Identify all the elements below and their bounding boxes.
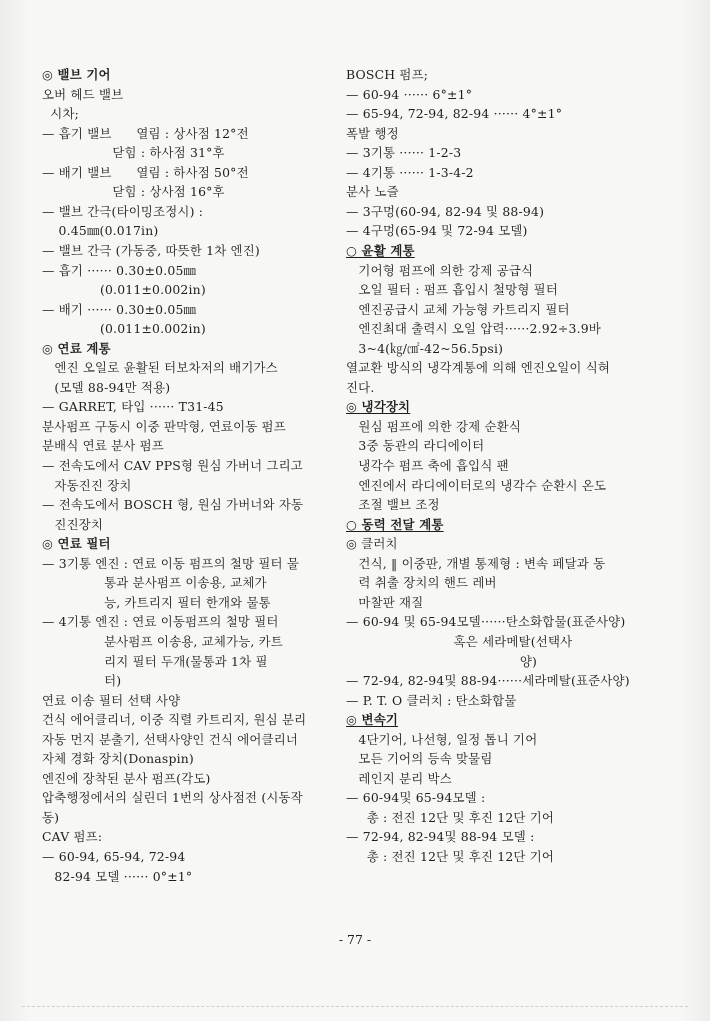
text-line: (모델 88-94만 적용) [42, 379, 171, 395]
text-line: 혹은 세라메탈(선택사 [346, 633, 573, 649]
text-line: 엔진최대 출력시 오일 압력······2.92÷3.9바 [346, 321, 601, 337]
text-line: 오일 필터 : 펌프 흡입시 철망형 필터 [346, 282, 558, 298]
text-line: (0.011±0.002in) [42, 321, 206, 337]
text-line: 3중 동관의 라디에이터 [346, 438, 485, 454]
text-line: — GARRET, 타입 ······ T31-45 [42, 399, 224, 415]
text-line: 자동 먼지 분출기, 선택사양인 건식 에어클리너 [42, 731, 299, 747]
text-line: 냉각수 펌프 축에 흡입식 팬 [346, 458, 509, 473]
text-line: 오버 헤드 밸브 [42, 86, 124, 102]
text-line: 닫힘 : 상사점 16°후 [42, 184, 225, 200]
text-line: 자동진진 장치 [42, 477, 132, 493]
text-line: — 3구멍(60-94, 82-94 및 88-94) [346, 203, 545, 219]
text-line: — 밸브 간극(타이밍조정시) : [42, 203, 204, 219]
text-line: ◎ 클러치 [346, 536, 398, 552]
text-line: 분배식 연료 분사 펌프 [42, 438, 164, 454]
text-line: — P. T. O 클러치 : 탄소화합물 [346, 692, 517, 708]
text-line: ○ 윤활 계통 [346, 242, 415, 258]
text-line: — 65-94, 72-94, 82-94 ······ 4°±1° [346, 106, 563, 122]
text-line: 양) [346, 653, 538, 669]
text-line: — 4기통 ······ 1-3-4-2 [346, 164, 474, 180]
text-line: 압축행정에서의 실린더 1번의 상사점전 (시동작 [42, 790, 303, 806]
text-line: 폭발 행정 [346, 125, 399, 141]
text-line: — 72-94, 82-94및 88-94 모델 : [346, 829, 535, 845]
text-line: — 밸브 간극 (가동중, 따뜻한 1차 엔진) [42, 242, 260, 258]
text-line: ◎ 연료 계통 [42, 340, 111, 356]
text-line: 마찰판 재질 [346, 594, 424, 610]
text-line: 엔진공급시 교체 가능형 카트리지 필터 [346, 301, 570, 317]
text-line: — 60-94, 65-94, 72-94 [42, 849, 186, 864]
text-line: 분사펌프 구동시 이중 판막형, 연료이동 펌프 [42, 418, 286, 434]
text-line: 0.45㎜(0.017in) [42, 223, 159, 239]
text-line: (0.011±0.002in) [42, 282, 206, 298]
text-line: 닫힘 : 하사점 31°후 [42, 145, 225, 161]
text-line: — 3기통 ······ 1-2-3 [346, 145, 462, 161]
text-line: ◎ 변속기 [346, 712, 399, 728]
text-line: 건식, ‖ 이중판, 개별 통제형 : 변속 페달과 동 [346, 555, 606, 571]
text-line: — 전속도에서 BOSCH 형, 원심 가버너와 자동 [42, 497, 304, 513]
text-line: ◎ 밸브 기어 [42, 67, 111, 82]
text-line: — 60-94 ······ 6°±1° [346, 86, 473, 102]
page-bottom-border [22, 1006, 688, 1007]
text-line: 열교환 방식의 냉각계통에 의해 엔진오일이 식혀 [346, 360, 611, 376]
text-line: 원심 펌프에 의한 강제 순환식 [346, 418, 522, 434]
text-line: — 전속도에서 CAV PPS형 원심 가버너 그리고 [42, 458, 303, 473]
text-line: CAV 펌프: [42, 829, 103, 845]
text-line: 총 : 전진 12단 및 후진 12단 기어 [346, 849, 555, 864]
text-line: 력 취출 장치의 핸드 레버 [346, 575, 497, 591]
text-line: 리지 필터 두개(물통과 1차 필 [42, 653, 268, 669]
text-line: ◎ 냉각장치 [346, 399, 411, 415]
text-line: 기어형 펌프에 의한 강제 공급식 [346, 262, 534, 278]
text-line: 4단기어, 나선형, 일정 톱니 기어 [346, 731, 538, 747]
text-line: — 배기 밸브 열림 : 하사점 50°전 [42, 164, 249, 180]
text-line: 통과 분사펌프 이송용, 교체가 [42, 575, 267, 591]
text-line: ◎ 연료 필터 [42, 536, 111, 552]
text-line: 모든 기어의 등속 맞물림 [346, 751, 493, 767]
text-line: — 60-94및 65-94모델 : [346, 790, 486, 806]
text-line: 엔진 오일로 윤활된 터보차저의 배기가스 [42, 360, 278, 376]
text-line: — 4기통 엔진 : 연료 이동펌프의 철망 필터 [42, 614, 279, 630]
text-line: 엔진에서 라디에이터로의 냉각수 순환시 온도 [346, 477, 607, 493]
text-line: 진다. [346, 379, 375, 395]
text-line: 조절 밸브 조정 [346, 497, 440, 513]
text-line: 분사 노즐 [346, 184, 399, 200]
text-line: 건식 에어클리너, 이중 직렬 카트리지, 원심 분리 [42, 712, 307, 728]
text-line: 연료 이송 필터 선택 사양 [42, 692, 181, 708]
text-line: — 4구멍(65-94 및 72-94 모델) [346, 223, 528, 239]
text-line: — 72-94, 82-94및 88-94······세라메탈(표준사양) [346, 673, 630, 689]
text-line: 능, 카트리지 필터 한개와 물통 [42, 594, 271, 610]
text-line: 시차; [42, 106, 79, 122]
text-line: 3~4(㎏/㎠-42~56.5psi) [346, 340, 504, 356]
text-line: 82-94 모델 ······ 0°±1° [42, 868, 193, 884]
text-line: 터) [42, 673, 122, 689]
text-line: 자체 경화 장치(Donaspin) [42, 751, 194, 767]
text-line: — 흡기 밸브 열림 : 상사점 12°전 [42, 125, 249, 141]
text-line: BOSCH 펌프; [346, 67, 429, 82]
text-line: — 60-94 및 65-94모델······탄소화합물(표준사양) [346, 614, 626, 630]
text-line: — 배기 ······ 0.30±0.05㎜ [42, 301, 197, 317]
text-line: ○ 동력 전달 계통 [346, 516, 444, 532]
page-number: - 77 - [338, 932, 372, 947]
text-line: 분사펌프 이송용, 교체가능, 카트 [42, 633, 283, 649]
text-line: 진진장치 [42, 516, 104, 532]
text-line: 레인지 분리 박스 [346, 770, 452, 786]
text-line: 동) [42, 809, 60, 825]
text-line: — 3기통 엔진 : 연료 이동 펌프의 철망 필터 물 [42, 555, 300, 571]
text-line: — 흡기 ······ 0.30±0.05㎜ [42, 262, 197, 278]
text-line: 엔진에 장착된 분사 펌프(각도) [42, 770, 211, 786]
text-line: 총 : 전진 12단 및 후진 12단 기어 [346, 809, 555, 825]
